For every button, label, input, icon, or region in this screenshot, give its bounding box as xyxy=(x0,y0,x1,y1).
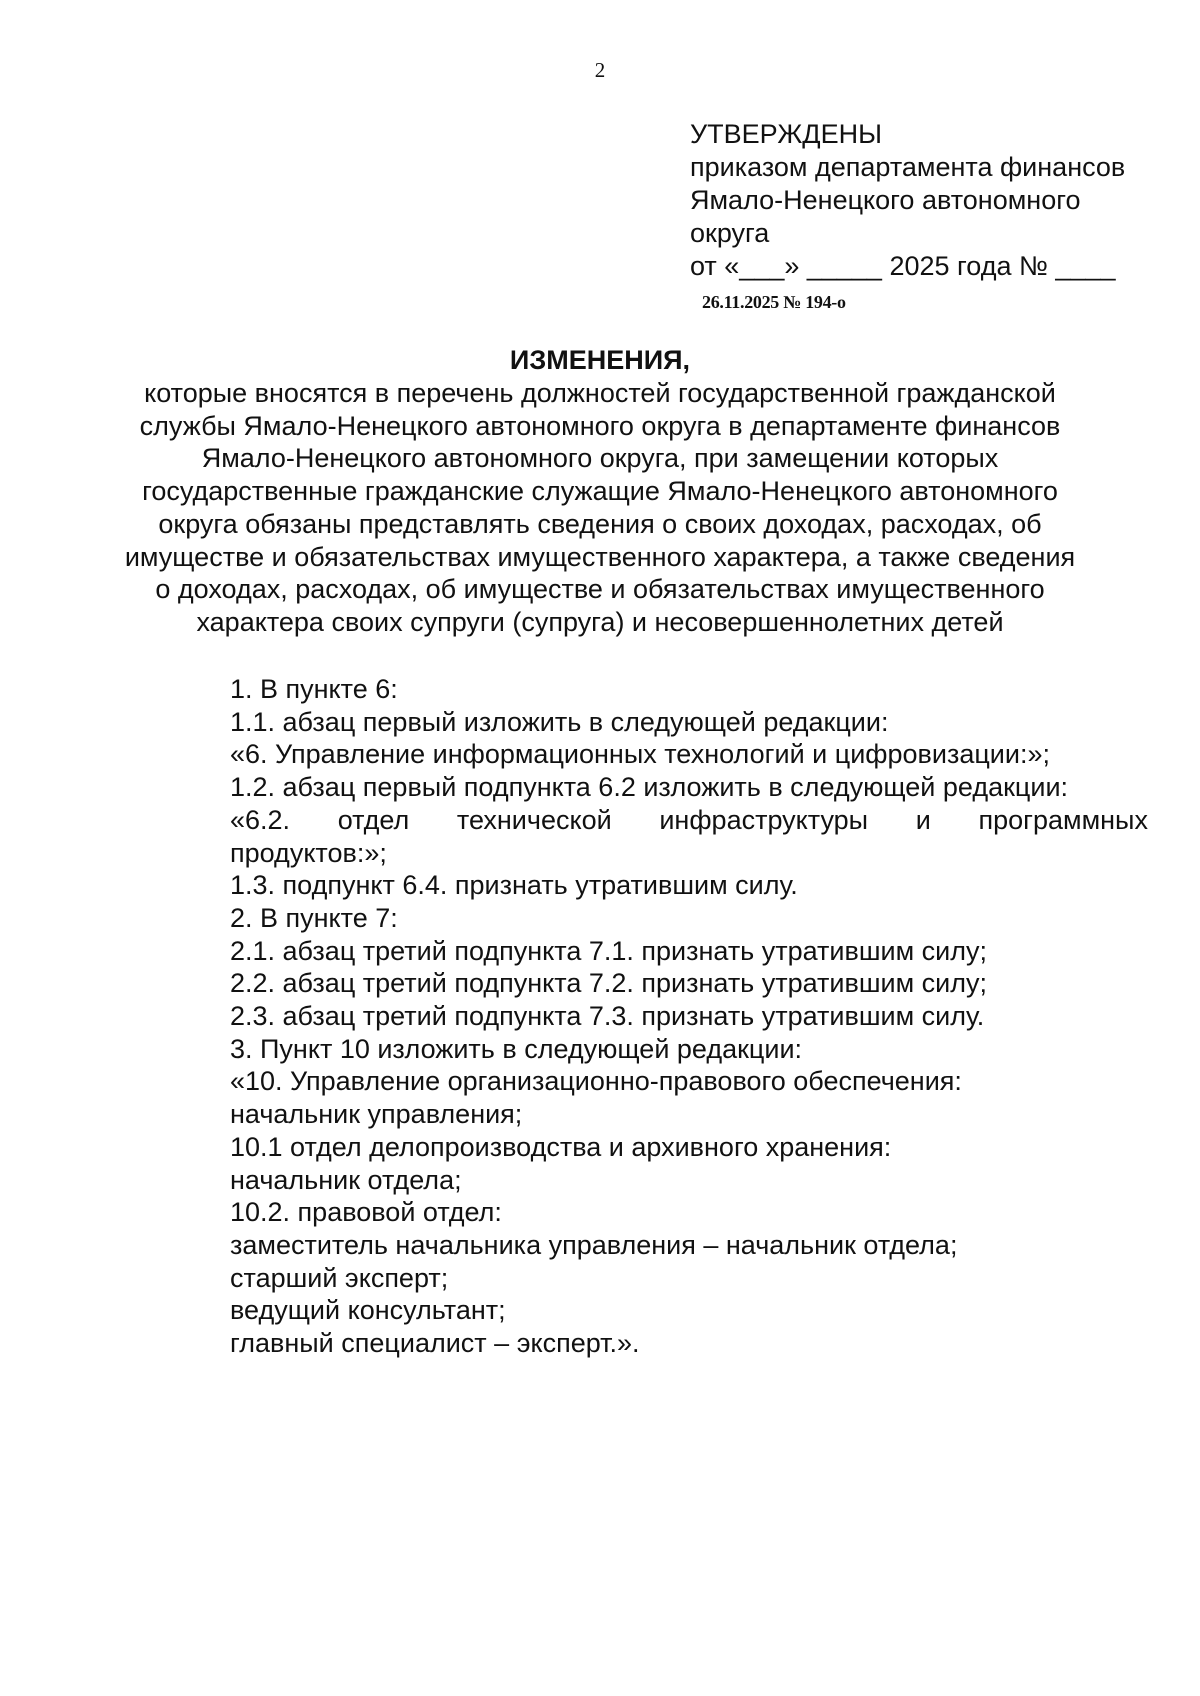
word: инфраструктуры xyxy=(659,804,869,835)
item-2-2: 2.2. абзац третий подпункта 7.2. признать утратившим силу; xyxy=(230,968,987,999)
quote-10: «10. Управление организационно-правового обеспечения: xyxy=(230,1066,962,1097)
quote-10-2: 10.2. правовой отдел: xyxy=(230,1197,502,1228)
item-1: 1. В пункте 6: xyxy=(230,674,398,704)
quote-6: «6. Управление информационных технологий и цифровизации:»; xyxy=(230,739,1050,770)
subtitle-line: которые вносятся в перечень должностей государственной гражданской xyxy=(144,378,1056,408)
word: отдел xyxy=(337,804,410,835)
approval-line: округа xyxy=(690,218,770,248)
subtitle-line: службы Ямало-Ненецкого автономного округа в департаменте финансов xyxy=(139,410,1061,441)
subtitle-line: о доходах, расходах, об имуществе и обязательствах имущественного xyxy=(155,574,1045,605)
position-line: главный специалист – эксперт.». xyxy=(230,1328,640,1359)
position-line: ведущий консультант; xyxy=(230,1295,506,1326)
word: программных xyxy=(978,804,1148,835)
position-line: начальник отдела; xyxy=(230,1164,462,1195)
subtitle-line: округа обязаны представлять сведения о своих доходах, расходах, об xyxy=(158,508,1042,539)
amendments-list xyxy=(230,673,1148,1360)
quote-10-1: 10.1 отдел делопроизводства и архивного хранения: xyxy=(230,1131,892,1162)
approval-line: приказом департамента финансов xyxy=(690,152,1126,182)
item-1-2: 1.2. абзац первый подпункта 6.2 изложить в следующей редакции: xyxy=(230,772,1069,803)
item-2-3: 2.3. абзац третий подпункта 7.3. признать утратившим силу. xyxy=(230,1001,985,1032)
subtitle-line: имуществе и обязательствах имущественного характера, а также сведения xyxy=(124,541,1076,572)
quote-6-2 xyxy=(230,804,1148,837)
position-line: старший эксперт; xyxy=(230,1262,449,1293)
page-number: 2 xyxy=(594,58,606,82)
word: технической xyxy=(456,804,612,835)
subtitle-line: Ямало-Ненецкого автономного округа, при замещении которых xyxy=(201,443,999,474)
registration-stamp: 26.11.2025 № 194-о xyxy=(702,292,846,312)
approval-date-line: от «___» _____ 2025 года № ____ xyxy=(690,251,1116,281)
approval-block xyxy=(690,118,1190,283)
item-3: 3. Пункт 10 изложить в следующей редакции: xyxy=(230,1033,803,1064)
position-line: заместитель начальника управления – начальник отдела; xyxy=(230,1229,958,1260)
item-1-3: 1.3. подпункт 6.4. признать утратившим силу. xyxy=(230,870,798,901)
approval-heading: УТВЕРЖДЕНЫ xyxy=(690,119,882,149)
document-subtitle xyxy=(100,377,1100,639)
position-line: начальник управления; xyxy=(230,1099,523,1130)
approval-line: Ямало-Ненецкого автономного xyxy=(690,185,1081,215)
subtitle-line: характера своих супруги (супруга) и несовершеннолетних детей xyxy=(196,606,1004,637)
word: «6.2. xyxy=(230,804,291,835)
subtitle-line: государственные гражданские служащие Ямало-Ненецкого автономного xyxy=(142,476,1058,507)
item-2: 2. В пункте 7: xyxy=(230,902,398,933)
item-1-1: 1.1. абзац первый изложить в следующей редакции: xyxy=(230,706,889,737)
quote-6-2-continued: продуктов:»; xyxy=(230,837,387,868)
word: и xyxy=(915,804,931,835)
document-title: ИЗМЕНЕНИЯ, xyxy=(509,345,691,375)
item-2-1: 2.1. абзац третий подпункта 7.1. признать утратившим силу; xyxy=(230,935,987,966)
